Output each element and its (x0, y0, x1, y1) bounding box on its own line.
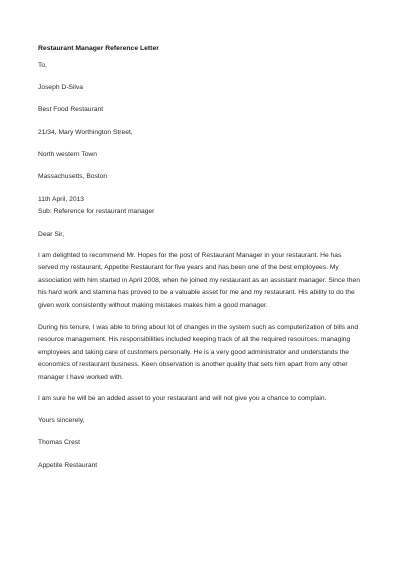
letter-date: 11th April, 2013 (38, 196, 84, 203)
salutation: Dear Sir, (38, 231, 65, 238)
paragraph-line: During his tenure, I was able to bring about lot of changes in the system such as computerization of bills and (38, 324, 359, 331)
recipient-city: Massachusetts, Boston (38, 173, 108, 180)
paragraph-3: I am sure he will be an added asset to your restaurant and will not give you a chance to complain. (38, 395, 327, 402)
paragraph-line: his hard work and stamina has proved to be a valuable asset for me and my restaurant. His ability to do the (38, 289, 355, 297)
recipient-street: 21/34, Mary Worthington Street, (38, 129, 133, 136)
paragraph-line: manager I have worked with. (38, 373, 124, 381)
closing: Yours sincerely, (38, 417, 85, 424)
paragraph-line: given work consistently without making mistakes makes him a good manager. (38, 301, 268, 309)
paragraph-line: association with him started in April 2008, when he joined my restaurant as an assistant manager. Since then (38, 276, 360, 284)
signer-company: Appetite Restaurant (38, 462, 98, 469)
letter-subject: Sub: Reference for restaurant manager (38, 208, 155, 215)
letter-title: Restaurant Manager Reference Letter (38, 45, 159, 52)
recipient-company: Best Food Restaurant (38, 106, 104, 113)
signer-name: Thomas Crest (38, 439, 80, 446)
recipient-town: North western Town (38, 151, 97, 158)
paragraph-line: resource management. His responsibilities included keeping track of all the required resources, managing (38, 336, 351, 344)
paragraph-line: served my restaurant, Appetite Restaurant for five years and has been one of the best employees. My (38, 264, 339, 272)
recipient-name: Joseph D-Silva (38, 84, 83, 91)
paragraph-line: employees and taking care of customers personally. He is a very good administrator and understands the (38, 348, 350, 356)
to-label: To, (38, 62, 47, 69)
paragraph-1 (38, 250, 368, 312)
paragraph-2 (38, 322, 368, 384)
paragraph-line: I am delighted to recommend Mr. Hopes for the post of Restaurant Manager in your restaurant. He has (38, 252, 342, 259)
paragraph-line: economics of restaurant business. Keen observation is another quality that sets him apart from any other (38, 361, 348, 369)
